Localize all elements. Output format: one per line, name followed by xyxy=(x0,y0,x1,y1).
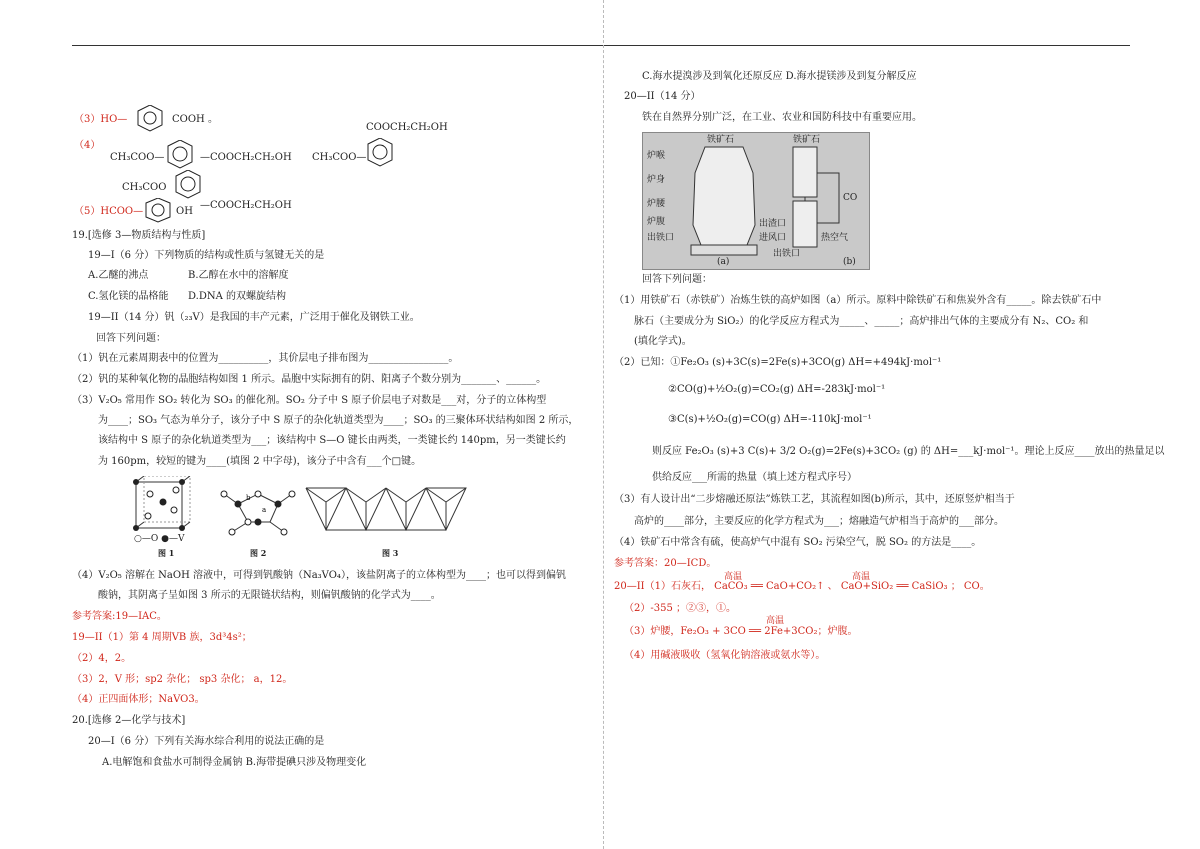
fig-b-co: CO xyxy=(843,193,858,203)
s19-q2-part4-line1: （4）V₂O₅ 溶解在 NaOH 溶液中，可得到钒酸钠（Na₃VO₄），该盐阴离子的立体构型为____；也可以得到偏钒 xyxy=(72,570,566,581)
fig-b-label-4: 出铁口 xyxy=(773,249,801,259)
blast-furnace-figure xyxy=(642,132,870,270)
s19-q2-part2: （2）钒的某种氧化物的晶胞结构如图 1 所示。晶胞中实际拥有的阴、阳离子个数分别为_______、______。 xyxy=(72,374,547,385)
fig-a-top-label: 铁矿石 xyxy=(707,135,735,145)
struct4-c-right: —COOCH₂CH₂OH xyxy=(200,200,292,211)
s19-q1-optionB: B.乙醇在水中的溶解度 xyxy=(188,270,289,281)
fig-a-label-0: 炉喉 xyxy=(647,151,666,161)
svg-text:a: a xyxy=(262,506,267,514)
s20-q2-part2-eq2: ②CO(g)+½O₂(g)=CO₂(g) ΔH=-283kJ·mol⁻¹ xyxy=(668,384,886,395)
figure-1-crystal-cell xyxy=(130,476,194,538)
s19-q2-part3-line4: 为 160pm，较短的键为____(填图 2 中字母)，该分子中含有___个□键。 xyxy=(98,456,422,467)
s20-title: 20.[选修 2—化学与技术] xyxy=(72,715,186,726)
s20-q2-intro: 铁在自然界分别广泛，在工业、农业和国防科技中有重要应用。 xyxy=(642,112,922,123)
benzene-ring-icon xyxy=(138,198,178,226)
answer-struct3-label: （3）HO— xyxy=(74,114,128,125)
s20-q2-part4: （4）铁矿石中常含有硫，使高炉气中混有 SO₂ 污染空气，脱 SO₂ 的方法是____。 xyxy=(614,537,982,548)
s20-q2-part1-line2: 脉石（主要成分为 SiO₂）的化学反应方程式为_____、_____；高炉排出气体的主要成分有 N₂、CO₂ 和 xyxy=(634,316,1089,327)
s19-q2: 19—II（14 分）钒（₂₃V）是我国的丰产元素，广泛用于催化及钢铁工业。 xyxy=(88,312,420,323)
s19-q2-part3-line1: （3）V₂O₅ 常用作 SO₂ 转化为 SO₃ 的催化剂。SO₂ 分子中 S 原子价层电子对数是___对，分子的立体构型 xyxy=(72,395,547,406)
answer-20-part3: （3）炉腰，Fe₂O₃ + 3CO ══ 2Fe+3CO₂；炉腹。 xyxy=(624,626,858,637)
s20-q1: 20—I（6 分）下列有关海水综合利用的说法正确的是 xyxy=(88,736,325,747)
answer-20-cond-1: 高温 xyxy=(724,572,743,582)
figure-1-legend: ○—O ●—V xyxy=(134,534,185,544)
struct4-a-right: —COOCH₂CH₂OH xyxy=(200,152,292,163)
s20-q2-part1-line1: （1）用铁矿石（赤铁矿）冶炼生铁的高炉如图（a）所示。原料中除铁矿石和焦炭外含有_____。除去铁矿石中 xyxy=(614,295,1102,306)
fig-a-label-3: 炉腹 xyxy=(647,217,666,227)
fig-b-label-3: 热空气 xyxy=(821,233,849,243)
answer-19-ref: 参考答案:19—IAC。 xyxy=(72,611,167,622)
answer-struct4-label: （4） xyxy=(74,140,101,151)
figure-1-caption: 图 1 xyxy=(158,548,175,558)
struct4-a-left: CH₃COO— xyxy=(110,152,165,163)
answer-20-cond-3: 高温 xyxy=(766,616,785,626)
answer-struct5-label: （5）HCOO— xyxy=(74,206,144,217)
figure-3-caption: 图 3 xyxy=(382,548,399,558)
benzene-ring-icon xyxy=(160,140,200,172)
answer-19-part3: （3）2，V 形；sp2 杂化； sp3 杂化； a，12。 xyxy=(72,674,293,685)
answer-19-part1: 19—II（1）第 4 周期VB 族，3d³4s²； xyxy=(72,632,252,643)
s19-q1-optionD: D.DNA 的双螺旋结构 xyxy=(188,291,287,302)
struct4-b-left: CH₃COO— xyxy=(312,152,367,163)
answer-20-part2: （2）-355 ；②③，①。 xyxy=(624,603,737,614)
struct4-c-oh: OH xyxy=(176,206,193,217)
fig-b-label-0: 铁矿石 xyxy=(793,135,821,145)
s19-q2-part1: （1）钒在元素周期表中的位置为__________，其价层电子排布图为________________。 xyxy=(72,353,459,364)
struct4-c-left: CH₃COO xyxy=(122,182,167,193)
s20-q1-optionsCD: C.海水提溴涉及到氧化还原反应 D.海水提镁涉及到复分解反应 xyxy=(642,71,917,82)
s19-q1-optionC: C.氢化镁的晶格能 xyxy=(88,291,169,302)
s19-title: 19.[选修 3—物质结构与性质] xyxy=(72,230,206,241)
answer-20-part4: （4）用碱液吸收（氢氧化钠溶液或氨水等）。 xyxy=(624,650,826,661)
fig-a-caption: (a) xyxy=(717,257,730,267)
answer-20-ref: 参考答案：20—ICD。 xyxy=(614,558,717,569)
s20-q2-part2-line4: 则反应 Fe₂O₃ (s)+3 C(s)+ 3/2 O₂(g)=2Fe(s)+3CO₂ (g) 的 ΔH=___kJ·mol⁻¹。理论上反应____放出的热量足以 xyxy=(652,446,1165,457)
furnace-diagram-icon xyxy=(643,133,869,269)
s19-q2-part4-line2: 酸钠，其阴离子呈如图 3 所示的无限链状结构，则偏钒酸钠的化学式为____。 xyxy=(98,590,441,601)
s19-q1-optionA: A.乙醚的沸点 xyxy=(88,270,149,281)
s20-q2-ask: 回答下列问题： xyxy=(642,274,712,285)
figure-2-so3-trimer xyxy=(218,480,298,538)
fig-a-label-5: 出渣口 xyxy=(759,219,787,229)
fig-a-label-2: 炉腰 xyxy=(647,199,666,209)
s20-q2-part1-line3: (填化学式)。 xyxy=(634,336,692,347)
answer-20-cond-2: 高温 xyxy=(852,572,871,582)
s20-q1-optionsAB: A.电解饱和食盐水可制得金属钠 B.海带提碘只涉及物理变化 xyxy=(102,757,367,768)
struct4-b-top: COOCH₂CH₂OH xyxy=(366,122,448,133)
figure-2-caption: 图 2 xyxy=(250,548,267,558)
s20-q2-title: 20—II（14 分） xyxy=(624,91,701,102)
s20-q2-part2-eq3: ③C(s)+½O₂(g)=CO(g) ΔH=-110kJ·mol⁻¹ xyxy=(668,414,872,425)
fig-b-caption: (b) xyxy=(843,257,856,267)
s19-q2-part3-line2: 为____；SO₃ 气态为单分子，该分子中 S 原子的杂化轨道类型为____；SO₃ 的三聚体环状结构如图 2 所示， xyxy=(98,415,579,426)
benzene-ring-icon xyxy=(130,105,170,133)
answer-struct3-tail: COOH 。 xyxy=(172,114,218,125)
fig-a-label-1: 炉身 xyxy=(647,175,666,185)
answer-19-part4: （4）正四面体形；NaVO3。 xyxy=(72,694,205,705)
answer-20-part1: 20—II（1）石灰石， CaCO₃ ══ CaO+CO₂↑ 、 CaO+SiO₂ ══ CaSiO₃ ； CO。 xyxy=(614,581,990,592)
benzene-ring-icon xyxy=(360,138,400,170)
s20-q2-part3-line1: （3）有人设计出“二步熔融还原法”炼铁工艺，其流程如图(b)所示，其中，还原竖炉相当于 xyxy=(614,494,1015,505)
s20-q2-part2-eq1: （2）已知：①Fe₂O₃ (s)+3C(s)=2Fe(s)+3CO(g) ΔH=+494kJ·mol⁻¹ xyxy=(614,357,942,368)
fig-a-label-6: 进风口 xyxy=(759,233,787,243)
s20-q2-part3-line2: 高炉的____部分，主要反应的化学方程式为___；熔融造气炉相当于高炉的___部分。 xyxy=(634,516,1004,527)
fig-a-label-4: 出铁口 xyxy=(647,233,675,243)
s20-q2-part2-line5: 供给反应___所需的热量（填上述方程式序号） xyxy=(652,472,857,483)
svg-text:b: b xyxy=(246,494,251,502)
s19-q1: 19—I（6 分）下列物质的结构或性质与氢键无关的是 xyxy=(88,250,325,261)
s19-q2-part3-line3: 该结构中 S 原子的杂化轨道类型为___；该结构中 S—O 键长由两类，一类键长约 140pm，另一类键长约 xyxy=(98,435,566,446)
s19-q2-ask: 回答下列问题： xyxy=(96,333,166,344)
header-rule xyxy=(72,45,1130,46)
column-divider xyxy=(603,0,604,849)
answer-19-part2: （2）4，2。 xyxy=(72,653,132,664)
figure-3-tetrahedra-chain xyxy=(304,480,476,538)
